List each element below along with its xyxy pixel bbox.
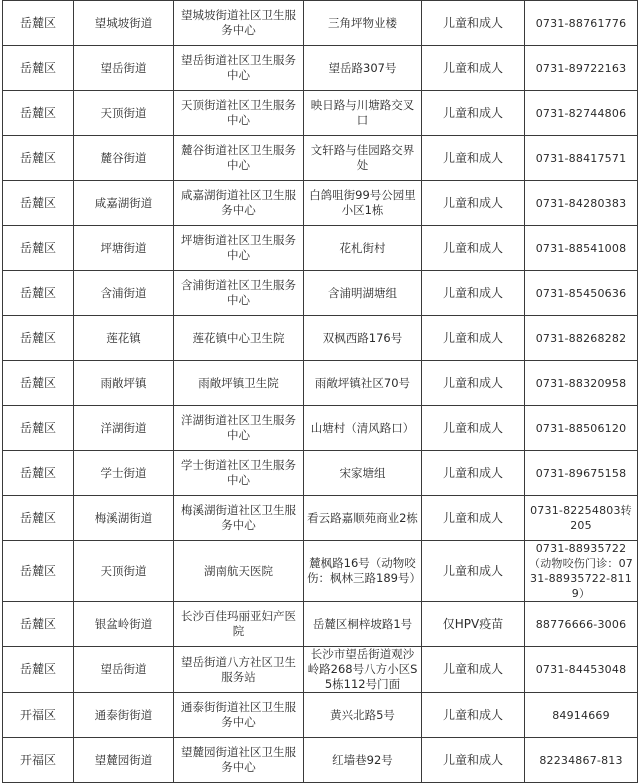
table-row — [3, 91, 638, 136]
address-cell: 三角坪物业楼 — [304, 1, 422, 46]
institution-cell: 通泰街街道社区卫生服务中心 — [174, 693, 304, 738]
district-cell: 岳麓区 — [3, 181, 74, 226]
institution-cell: 长沙百佳玛丽亚妇产医院 — [174, 602, 304, 647]
phone-cell: 0731-88268282 — [525, 316, 638, 361]
table-row — [3, 738, 638, 783]
district-cell: 岳麓区 — [3, 541, 74, 602]
institution-cell: 咸嘉湖街道社区卫生服务中心 — [174, 181, 304, 226]
district-cell: 岳麓区 — [3, 226, 74, 271]
district-cell: 岳麓区 — [3, 46, 74, 91]
table-row — [3, 226, 638, 271]
table-row — [3, 496, 638, 541]
institution-cell: 望岳街道八方社区卫生服务站 — [174, 647, 304, 693]
address-cell: 文轩路与佳园路交界处 — [304, 136, 422, 181]
district-cell: 岳麓区 — [3, 316, 74, 361]
phone-cell: 0731-88761776 — [525, 1, 638, 46]
street-cell: 梅溪湖街道 — [74, 496, 174, 541]
service-scope-cell: 儿童和成人 — [422, 738, 525, 783]
service-scope-cell: 儿童和成人 — [422, 541, 525, 602]
district-cell: 岳麓区 — [3, 136, 74, 181]
service-scope-cell: 儿童和成人 — [422, 693, 525, 738]
district-cell: 岳麓区 — [3, 91, 74, 136]
vaccination-site-table — [2, 0, 638, 783]
institution-cell: 望城坡街道社区卫生服务中心 — [174, 1, 304, 46]
street-cell: 通泰街街道 — [74, 693, 174, 738]
phone-cell: 0731-88506120 — [525, 406, 638, 451]
institution-cell: 梅溪湖街道社区卫生服务中心 — [174, 496, 304, 541]
address-cell: 含浦明湖塘组 — [304, 271, 422, 316]
address-cell: 雨敞坪镇社区70号 — [304, 361, 422, 406]
address-cell: 红墙巷92号 — [304, 738, 422, 783]
district-cell: 开福区 — [3, 738, 74, 783]
district-cell: 岳麓区 — [3, 271, 74, 316]
street-cell: 望岳街道 — [74, 647, 174, 693]
table-row — [3, 647, 638, 693]
address-cell: 岳麓区桐梓坡路1号 — [304, 602, 422, 647]
institution-cell: 雨敞坪镇卫生院 — [174, 361, 304, 406]
institution-cell: 洋湖街道社区卫生服务中心 — [174, 406, 304, 451]
service-scope-cell: 儿童和成人 — [422, 406, 525, 451]
district-cell: 岳麓区 — [3, 406, 74, 451]
phone-cell: 0731-82254803转205 — [525, 496, 638, 541]
institution-cell: 望麓园街道社区卫生服务中心 — [174, 738, 304, 783]
institution-cell: 湖南航天医院 — [174, 541, 304, 602]
service-scope-cell: 儿童和成人 — [422, 647, 525, 693]
street-cell: 含浦街道 — [74, 271, 174, 316]
street-cell: 学士街道 — [74, 451, 174, 496]
institution-cell: 望岳街道社区卫生服务中心 — [174, 46, 304, 91]
district-cell: 岳麓区 — [3, 647, 74, 693]
phone-cell: 82234867-813 — [525, 738, 638, 783]
service-scope-cell: 儿童和成人 — [422, 496, 525, 541]
address-cell: 花札街村 — [304, 226, 422, 271]
phone-cell: 88776666-3006 — [525, 602, 638, 647]
table-row — [3, 271, 638, 316]
address-cell: 长沙市望岳街道观沙岭路268号八方小区S5栋112号门面 — [304, 647, 422, 693]
phone-cell: 84914669 — [525, 693, 638, 738]
street-cell: 坪塘街道 — [74, 226, 174, 271]
street-cell: 麓谷街道 — [74, 136, 174, 181]
institution-cell: 莲花镇中心卫生院 — [174, 316, 304, 361]
street-cell: 雨敞坪镇 — [74, 361, 174, 406]
address-cell: 黄兴北路5号 — [304, 693, 422, 738]
district-cell: 开福区 — [3, 693, 74, 738]
service-scope-cell: 儿童和成人 — [422, 361, 525, 406]
address-cell: 白鸽咀街99号公园里小区1栋 — [304, 181, 422, 226]
table-row — [3, 361, 638, 406]
service-scope-cell: 儿童和成人 — [422, 451, 525, 496]
institution-cell: 天顶街道社区卫生服务中心 — [174, 91, 304, 136]
district-cell: 岳麓区 — [3, 496, 74, 541]
table-body — [3, 1, 638, 783]
institution-cell: 坪塘街道社区卫生服务中心 — [174, 226, 304, 271]
phone-cell: 0731-84280383 — [525, 181, 638, 226]
phone-cell: 0731-89675158 — [525, 451, 638, 496]
street-cell: 望麓园街道 — [74, 738, 174, 783]
address-cell: 双枫西路176号 — [304, 316, 422, 361]
phone-cell: 0731-89722163 — [525, 46, 638, 91]
table-row — [3, 541, 638, 602]
street-cell: 银盆岭街道 — [74, 602, 174, 647]
table-row — [3, 136, 638, 181]
institution-cell: 含浦街道社区卫生服务中心 — [174, 271, 304, 316]
table-row — [3, 46, 638, 91]
service-scope-cell: 儿童和成人 — [422, 271, 525, 316]
table-row — [3, 406, 638, 451]
table-row — [3, 451, 638, 496]
service-scope-cell: 儿童和成人 — [422, 46, 525, 91]
address-cell: 看云路嘉顺苑商业2栋 — [304, 496, 422, 541]
service-scope-cell: 儿童和成人 — [422, 226, 525, 271]
table-row — [3, 1, 638, 46]
service-scope-cell: 儿童和成人 — [422, 181, 525, 226]
phone-cell: 0731-88935722（动物咬伤门诊：0731-88935722-8119） — [525, 541, 638, 602]
phone-cell: 0731-82744806 — [525, 91, 638, 136]
phone-cell: 0731-88417571 — [525, 136, 638, 181]
street-cell: 咸嘉湖街道 — [74, 181, 174, 226]
street-cell: 望城坡街道 — [74, 1, 174, 46]
table-row — [3, 693, 638, 738]
table-row — [3, 181, 638, 226]
address-cell: 山塘村（清风路口） — [304, 406, 422, 451]
district-cell: 岳麓区 — [3, 451, 74, 496]
phone-cell: 0731-85450636 — [525, 271, 638, 316]
phone-cell: 0731-88320958 — [525, 361, 638, 406]
phone-cell: 0731-84453048 — [525, 647, 638, 693]
service-scope-cell: 儿童和成人 — [422, 1, 525, 46]
address-cell: 宋家塘组 — [304, 451, 422, 496]
district-cell: 岳麓区 — [3, 602, 74, 647]
service-scope-cell: 仅HPV疫苗 — [422, 602, 525, 647]
street-cell: 天顶街道 — [74, 91, 174, 136]
table-row — [3, 602, 638, 647]
address-cell: 映日路与川塘路交叉口 — [304, 91, 422, 136]
street-cell: 莲花镇 — [74, 316, 174, 361]
district-cell: 岳麓区 — [3, 1, 74, 46]
service-scope-cell: 儿童和成人 — [422, 316, 525, 361]
street-cell: 望岳街道 — [74, 46, 174, 91]
address-cell: 望岳路307号 — [304, 46, 422, 91]
service-scope-cell: 儿童和成人 — [422, 91, 525, 136]
address-cell: 麓枫路16号（动物咬伤：枫林三路189号） — [304, 541, 422, 602]
street-cell: 天顶街道 — [74, 541, 174, 602]
institution-cell: 麓谷街道社区卫生服务中心 — [174, 136, 304, 181]
service-scope-cell: 儿童和成人 — [422, 136, 525, 181]
institution-cell: 学士街道社区卫生服务中心 — [174, 451, 304, 496]
district-cell: 岳麓区 — [3, 361, 74, 406]
phone-cell: 0731-88541008 — [525, 226, 638, 271]
street-cell: 洋湖街道 — [74, 406, 174, 451]
table-row — [3, 316, 638, 361]
